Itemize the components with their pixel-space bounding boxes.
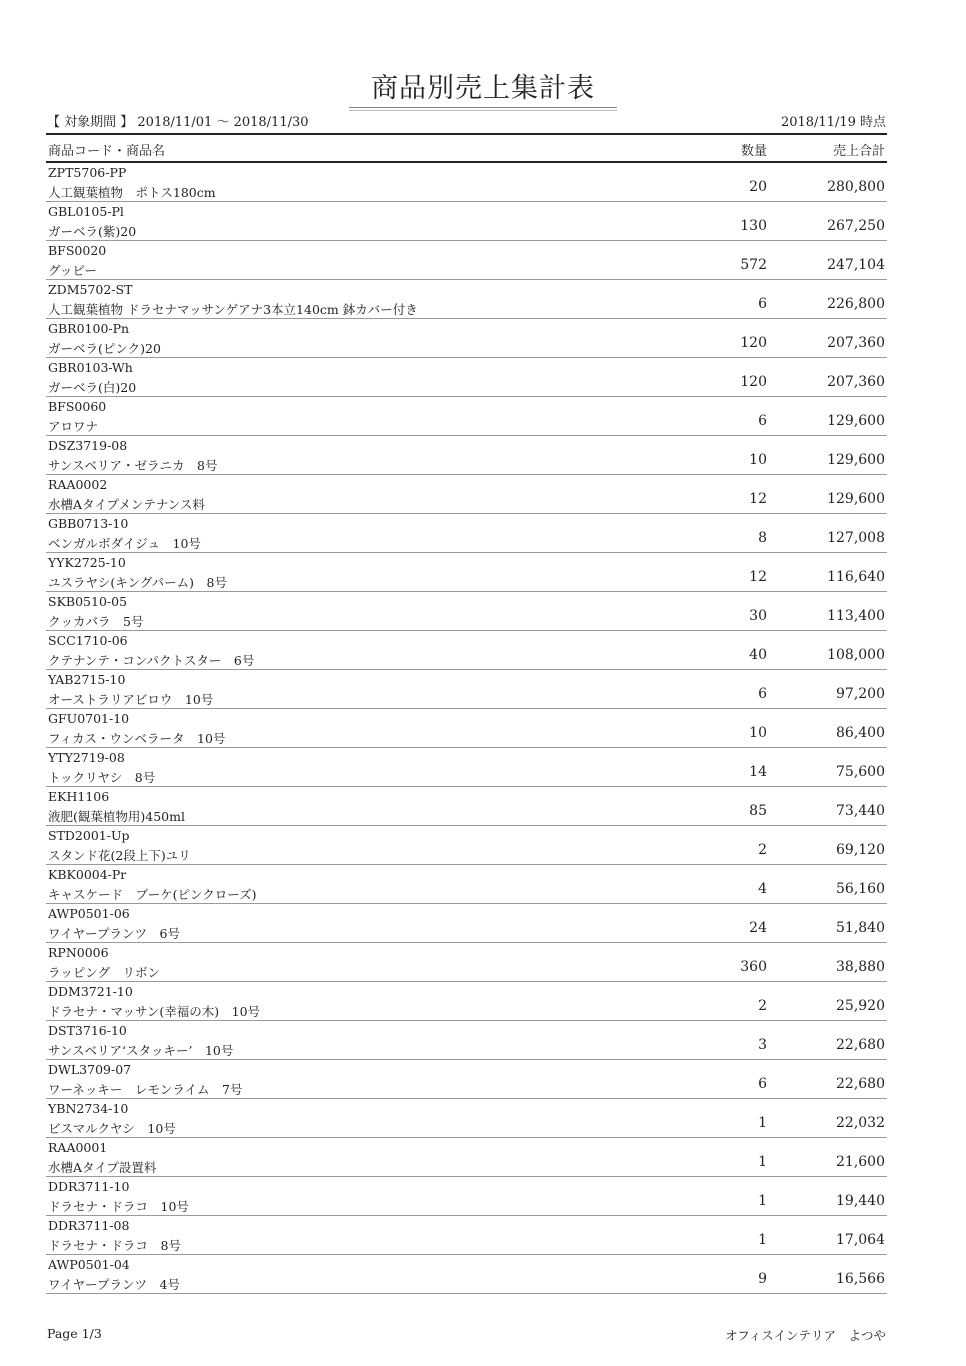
table-row [46, 592, 887, 631]
table-row [46, 358, 887, 397]
quantity: 6 [758, 1076, 767, 1092]
sales-total: 127,008 [827, 530, 885, 546]
sales-total: 129,600 [827, 452, 885, 468]
table-row [46, 865, 887, 904]
sales-total: 17,064 [836, 1232, 885, 1248]
sales-total: 129,600 [827, 491, 885, 507]
quantity: 10 [749, 452, 767, 468]
product-code: BFS0060 [48, 399, 107, 414]
sales-total: 22,680 [836, 1037, 885, 1053]
product-code: DST3716-10 [48, 1023, 127, 1038]
period-label: 【 対象期間 】 2018/11/01 〜 2018/11/30 [47, 115, 309, 130]
product-code: RAA0001 [48, 1140, 108, 1155]
quantity: 85 [749, 803, 767, 819]
table-row [46, 1138, 887, 1177]
product-code: DDM3721-10 [48, 984, 133, 999]
table-row [46, 904, 887, 943]
product-code: ZDM5702-ST [48, 282, 133, 297]
product-name: アロワナ [48, 419, 99, 434]
header-product: 商品コード・商品名 [48, 144, 166, 159]
product-code: BFS0020 [48, 243, 107, 258]
quantity: 24 [749, 920, 767, 936]
product-code: GBR0103-Wh [48, 360, 133, 375]
sales-total: 73,440 [836, 803, 885, 819]
quantity: 6 [758, 413, 767, 429]
product-name: クッカバラ 5号 [48, 614, 144, 629]
quantity: 14 [749, 764, 767, 780]
sales-total: 69,120 [836, 842, 885, 858]
header-sales-total: 売上合計 [832, 144, 885, 159]
product-name: 人工観葉植物 ポトス180cm [48, 185, 216, 200]
table-row [46, 280, 887, 319]
table-row [46, 553, 887, 592]
quantity: 12 [749, 569, 767, 585]
sales-total: 19,440 [836, 1193, 885, 1209]
product-name: 水槽Aタイプ設置料 [48, 1160, 157, 1175]
quantity: 9 [758, 1271, 767, 1287]
sales-total: 86,400 [836, 725, 885, 741]
quantity: 30 [749, 608, 767, 624]
table-row [46, 670, 887, 709]
product-code: GFU0701-10 [48, 711, 130, 726]
table-row [46, 1021, 887, 1060]
product-code: YTY2719-08 [48, 750, 125, 765]
table-body [46, 163, 887, 1294]
product-code: SKB0510-05 [48, 594, 128, 609]
title-container [0, 66, 966, 108]
company-name: オフィスインテリア よつや [725, 1328, 886, 1343]
product-name: ワイヤープランツ 6号 [48, 926, 180, 941]
table-row [46, 1099, 887, 1138]
quantity: 120 [740, 335, 767, 351]
product-name: ユスラヤシ(キングパーム) 8号 [48, 575, 227, 590]
table-row [46, 163, 887, 202]
product-code: DDR3711-08 [48, 1218, 130, 1233]
product-code: GBB0713-10 [48, 516, 129, 531]
quantity: 40 [749, 647, 767, 663]
product-code: AWP0501-04 [48, 1257, 130, 1272]
product-code: GBL0105-Pl [48, 204, 124, 219]
sales-total: 116,640 [827, 569, 885, 585]
sales-total: 38,880 [836, 959, 885, 975]
product-name: オーストラリアビロウ 10号 [48, 692, 214, 707]
table-row [46, 319, 887, 358]
sales-total: 113,400 [827, 608, 885, 624]
table-row [46, 1255, 887, 1294]
quantity: 8 [758, 530, 767, 546]
quantity: 20 [749, 179, 767, 195]
table-row [46, 1060, 887, 1099]
product-code: YBN2734-10 [48, 1101, 129, 1116]
product-code: AWP0501-06 [48, 906, 130, 921]
product-code: DDR3711-10 [48, 1179, 130, 1194]
quantity: 572 [740, 257, 767, 273]
sales-total: 22,032 [836, 1115, 885, 1131]
table-row [46, 202, 887, 241]
quantity: 6 [758, 296, 767, 312]
quantity: 2 [758, 998, 767, 1014]
quantity: 120 [740, 374, 767, 390]
product-name: ガーベラ(白)20 [48, 380, 137, 395]
product-code: KBK0004-Pr [48, 867, 127, 882]
product-code: RPN0006 [48, 945, 109, 960]
sales-total: 207,360 [827, 374, 885, 390]
quantity: 10 [749, 725, 767, 741]
table-row [46, 631, 887, 670]
table-row [46, 241, 887, 280]
table-row [46, 943, 887, 982]
quantity: 1 [758, 1115, 767, 1131]
quantity: 6 [758, 686, 767, 702]
quantity: 360 [740, 959, 767, 975]
product-name: ビスマルクヤシ 10号 [48, 1121, 176, 1136]
table-row [46, 826, 887, 865]
quantity: 2 [758, 842, 767, 858]
product-name: ドラセナ・ドラコ 10号 [48, 1199, 189, 1214]
product-code: DWL3709-07 [48, 1062, 132, 1077]
product-code: SCC1710-06 [48, 633, 128, 648]
table-row [46, 709, 887, 748]
table-header [46, 133, 887, 163]
product-name: サンスベリア・ゼラニカ 8号 [48, 458, 218, 473]
product-name: トックリヤシ 8号 [48, 770, 156, 785]
table-row [46, 475, 887, 514]
product-code: YAB2715-10 [48, 672, 126, 687]
sales-table [46, 133, 887, 1294]
sales-total: 51,840 [836, 920, 885, 936]
product-name: サンスベリア‘スタッキー’ 10号 [48, 1043, 234, 1058]
sales-total: 247,104 [827, 257, 885, 273]
product-name: クテナンテ・コンパクトスター 6号 [48, 653, 255, 668]
quantity: 4 [758, 881, 767, 897]
table-row [46, 1216, 887, 1255]
product-code: RAA0002 [48, 477, 108, 492]
table-row [46, 748, 887, 787]
quantity: 1 [758, 1154, 767, 1170]
as-of-date: 2018/11/19 時点 [780, 115, 886, 130]
page-number: Page 1/3 [47, 1326, 102, 1341]
sales-total: 226,800 [827, 296, 885, 312]
sales-total: 21,600 [836, 1154, 885, 1170]
report-title: 商品別売上集計表 [349, 66, 617, 108]
quantity: 130 [740, 218, 767, 234]
header-quantity: 数量 [740, 144, 767, 159]
quantity: 1 [758, 1193, 767, 1209]
sales-total: 108,000 [827, 647, 885, 663]
product-name: 人工観葉植物 ドラセナマッサンゲアナ3本立140cm 鉢カバー付き [48, 302, 418, 317]
product-name: ガーベラ(紫)20 [48, 224, 137, 239]
sales-total: 22,680 [836, 1076, 885, 1092]
product-name: キャスケード ブーケ(ピンクローズ) [48, 887, 257, 902]
quantity: 1 [758, 1232, 767, 1248]
table-row [46, 982, 887, 1021]
product-code: YYK2725-10 [48, 555, 126, 570]
product-name: ガーベラ(ピンク)20 [48, 341, 161, 356]
sales-total: 56,160 [836, 881, 885, 897]
product-code: ZPT5706-PP [48, 165, 127, 180]
table-row [46, 787, 887, 826]
sales-total: 97,200 [836, 686, 885, 702]
product-name: フィカス・ウンベラータ 10号 [48, 731, 226, 746]
product-name: ドラセナ・マッサン(幸福の木) 10号 [48, 1004, 261, 1019]
table-row [46, 1177, 887, 1216]
table-row [46, 436, 887, 475]
quantity: 12 [749, 491, 767, 507]
product-code: STD2001-Up [48, 828, 130, 843]
quantity: 3 [758, 1037, 767, 1053]
product-name: ワーネッキー レモンライム 7号 [48, 1082, 243, 1097]
sales-total: 16,566 [836, 1271, 885, 1287]
product-name: ベンガルボダイジュ 10号 [48, 536, 201, 551]
product-name: 水槽Aタイプメンテナンス料 [48, 497, 205, 512]
sales-total: 75,600 [836, 764, 885, 780]
table-row [46, 514, 887, 553]
product-name: グッピー [48, 263, 97, 278]
sales-total: 25,920 [836, 998, 885, 1014]
product-code: GBR0100-Pn [48, 321, 130, 336]
sales-total: 280,800 [827, 179, 885, 195]
sales-total: 207,360 [827, 335, 885, 351]
table-row [46, 397, 887, 436]
product-name: スタンド花(2段上下)ユリ [48, 848, 191, 863]
sales-total: 129,600 [827, 413, 885, 429]
product-name: 液肥(観葉植物用)450ml [48, 809, 185, 824]
sales-total: 267,250 [827, 218, 885, 234]
product-code: DSZ3719-08 [48, 438, 128, 453]
product-code: EKH1106 [48, 789, 110, 804]
product-name: ワイヤープランツ 4号 [48, 1277, 180, 1292]
product-name: ラッピング リボン [48, 965, 161, 980]
product-name: ドラセナ・ドラコ 8号 [48, 1238, 181, 1253]
